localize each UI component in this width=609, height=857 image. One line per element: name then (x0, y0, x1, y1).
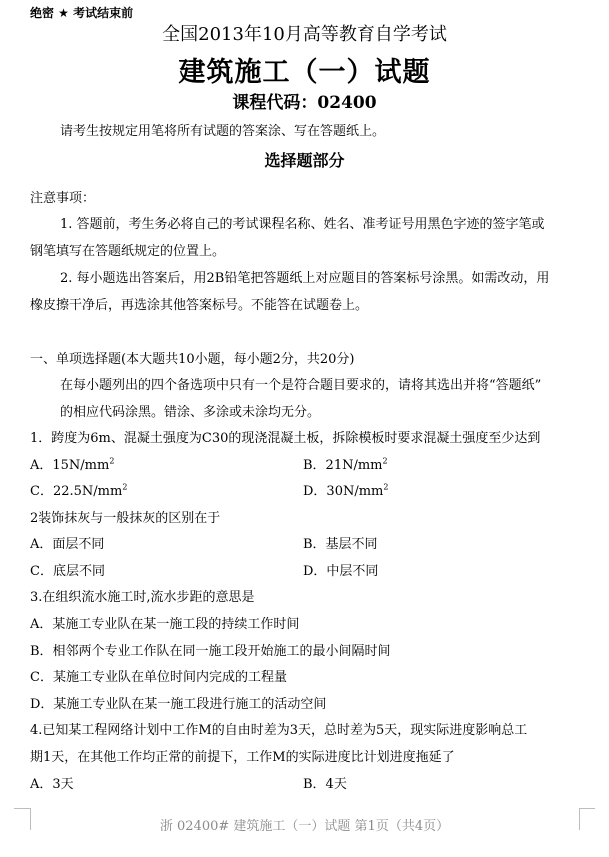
q2-option-b: B．基层不同 (303, 537, 378, 552)
section-title: 选择题部分 (264, 151, 345, 170)
q4-option-a: A．3天 (30, 777, 74, 792)
q1-option-d: D．$30N/mm^2$ (303, 482, 389, 499)
part1-heading: 一、单项选择题(本大题共10小题，每小题2分，共20分) (30, 352, 355, 367)
q3-option-b: B．相邻两个专业工作队在同一施工段开始施工的最小间隔时间 (30, 644, 391, 659)
paper-title: 建筑施工（一）试题 (178, 57, 431, 88)
q3-option-c: C．某施工专业队在单位时间内完成的工程量 (30, 670, 287, 685)
q3-stem: 3.在组织流水施工时,流水步距的意思是 (30, 590, 255, 605)
exam-name: 全国2013年10月高等教育自学考试 (162, 24, 447, 45)
note-2-line-2: 橡皮擦干净后，再选涂其他答案标号。不能答在试题卷上。 (30, 298, 369, 313)
q3-option-d: D．某施工专业队在某一施工段进行施工的活动空间 (30, 697, 327, 712)
note-2-line-1: 2. 每小题选出答案后，用2B铅笔把答题纸上对应题目的答案标号涂黑。如需改动，用 (60, 271, 550, 286)
q2-option-c: C．底层不同 (30, 564, 105, 579)
course-code: 课程代码：02400 (232, 93, 377, 113)
crop-mark-right-h (579, 808, 595, 809)
q1-stem: 1．跨度为6m、混凝土强度为C30的现浇混凝土板，拆除模板时要求混凝土强度至少达到 (30, 431, 541, 446)
q1-option-c: C．$22.5N/mm^2$ (30, 482, 128, 499)
q4-option-b: B．4天 (303, 777, 347, 792)
q2-option-a: A．面层不同 (30, 537, 105, 552)
q2-option-d: D．中层不同 (303, 564, 379, 579)
part1-desc-line-2: 的相应代码涂黑。错涂、多涂或未涂均无分。 (60, 405, 321, 420)
q4-stem-line-1: 4.已知某工程网络计划中工作M的自由时差为3天，总时差为5天，现实际进度影响总工 (30, 723, 528, 738)
q3-option-a: A．某施工专业队在某一施工段的持续工作时间 (30, 617, 300, 632)
crop-mark-left-h (14, 808, 30, 809)
instruction: 请考生按规定用笔将所有试题的答案涂、写在答题纸上。 (60, 124, 386, 139)
notes-heading: 注意事项： (30, 191, 96, 206)
q4-stem-line-2: 期1天，在其他工作均正常的前提下，工作M的实际进度比计划进度拖延了 (30, 750, 455, 765)
q2-stem: 2装饰抹灰与一般抹灰的区别在于 (30, 511, 221, 526)
q1-option-b: B．$21N/mm^2$ (303, 456, 388, 473)
note-1-line-1: 1. 答题前，考生务必将自己的考试课程名称、姓名、准考证号用黑色字迹的签字笔或 (60, 217, 545, 232)
q1-option-a: A．$15N/mm^2$ (30, 456, 115, 473)
confidential-label: 绝密 ★ 考试结束前 (30, 6, 134, 20)
page-footer: 浙 02400# 建筑施工（一）试题 第1页（共4页） (159, 819, 450, 834)
part1-desc-line-1: 在每小题列出的四个备选项中只有一个是符合题目要求的，请将其选出并将“答题纸” (60, 378, 542, 393)
note-1-line-2: 钢笔填写在答题纸规定的位置上。 (30, 244, 226, 259)
